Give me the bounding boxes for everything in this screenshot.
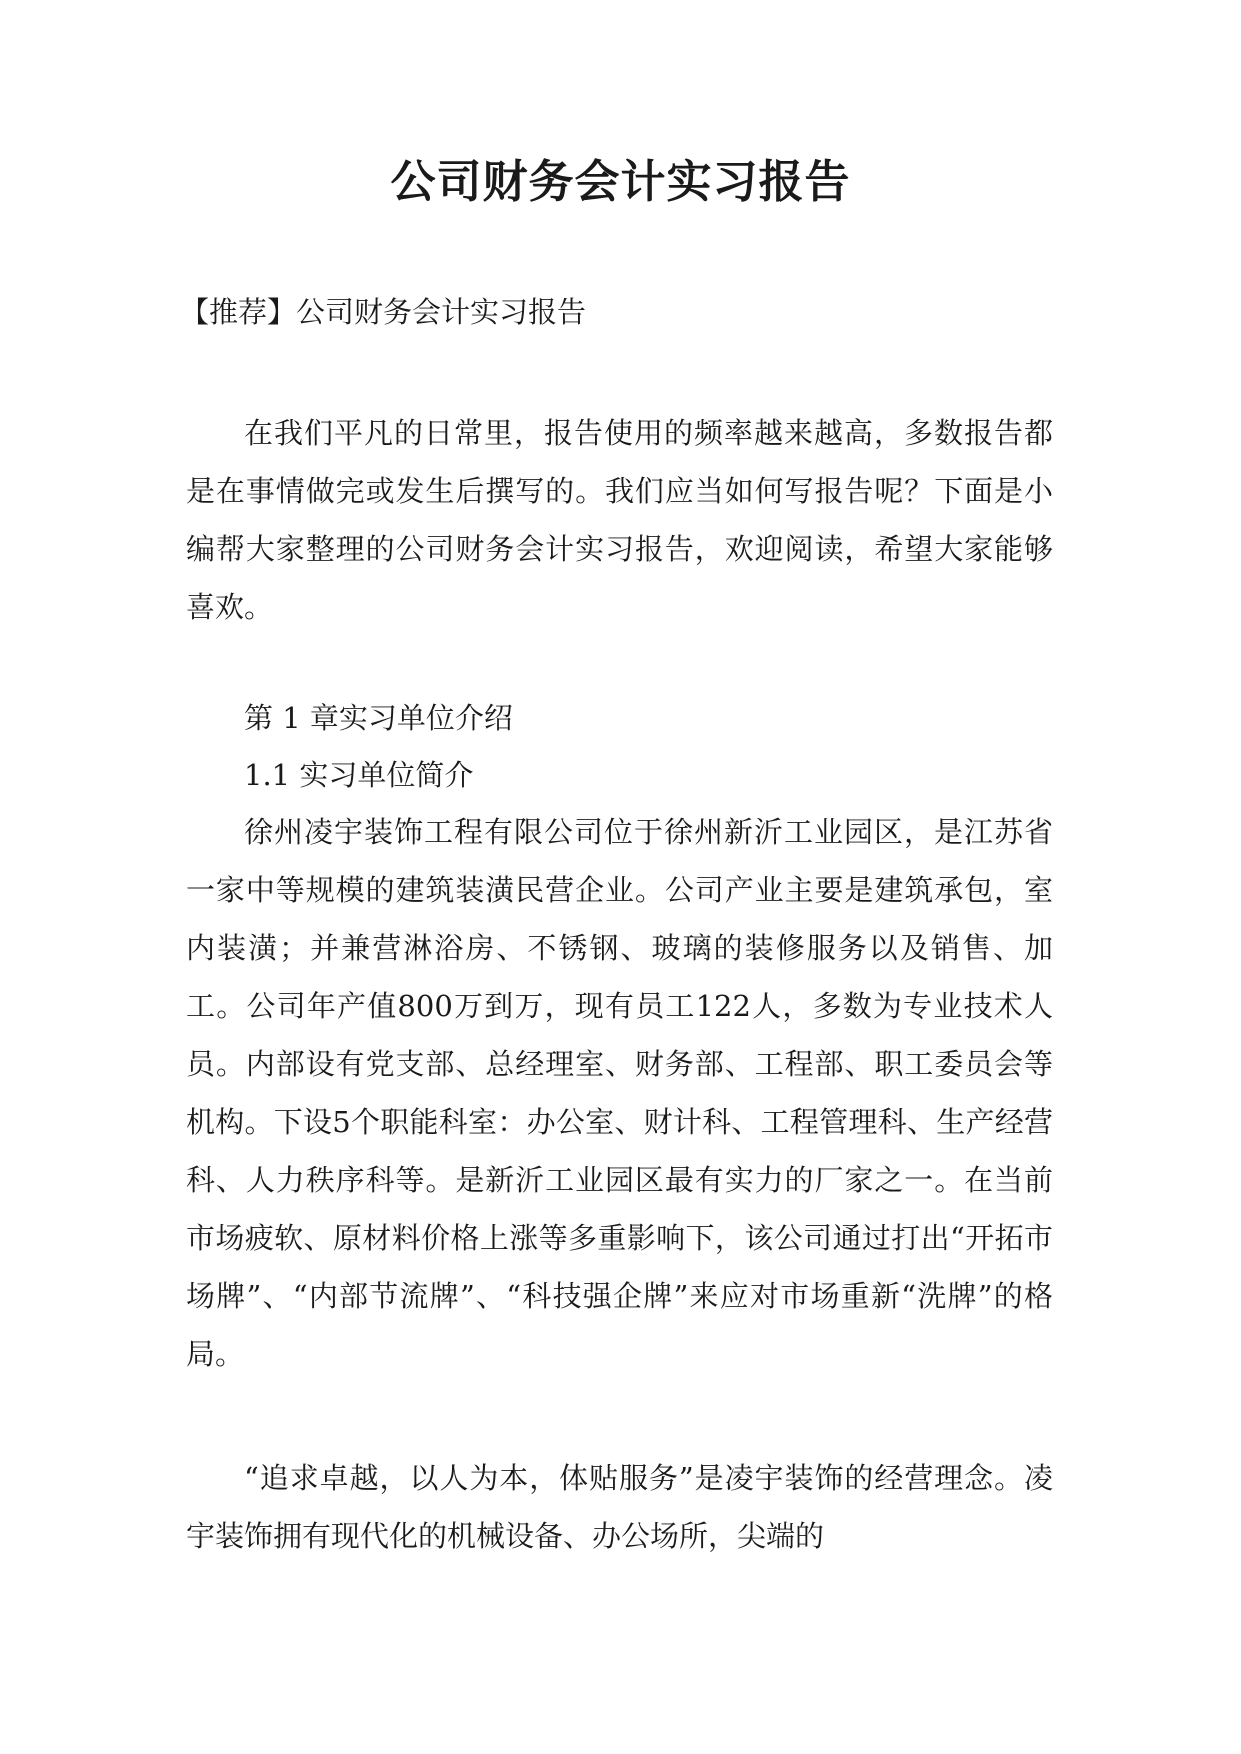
- intro-paragraph: 在我们平凡的日常里，报告使用的频率越来越高，多数报告都是在事情做完或发生后撰写的。我们应当如何写报告呢？下面是小编帮大家整理的公司财务会计实习报告，欢迎阅读，希望大家能够喜欢。: [186, 416, 1053, 624]
- business-philosophy-paragraph: “追求卓越，以人为本，体贴服务”是凌宇装饰的经营理念。凌宇装饰拥有现代化的机械设备、办公场所，尖端的: [186, 1461, 1053, 1553]
- chapter-heading: 第 1 章实习单位介绍: [244, 701, 513, 735]
- document-subtitle: 【推荐】公司财务会计实习报告: [180, 295, 587, 329]
- company-intro-paragraph: 徐州凌宇装饰工程有限公司位于徐州新沂工业园区，是江苏省一家中等规模的建筑装潢民营企业。公司产业主要是建筑承包，室内装潢；并兼营淋浴房、不锈钢、玻璃的装修服务以及销售、加工。公司年产值800万到万，现有员工122人，多数为专业技术人员。内部设有党支部、总经理室、财务部、工程部、职工委员会等机构。下设5个职能科室：办公室、财计科、工程管理科、生产经营科、人力秩序科等。是新沂工业园区最有实力的厂家之一。在当前市场疲软、原材料价格上涨等多重影响下，该公司通过打出“开拓市场牌”、“内部节流牌”、“科技强企牌”来应对市场重新“洗牌”的格局。: [186, 815, 1053, 1371]
- document-title: 公司财务会计实习报告: [390, 155, 851, 208]
- section-heading: 1.1 实习单位简介: [244, 758, 474, 792]
